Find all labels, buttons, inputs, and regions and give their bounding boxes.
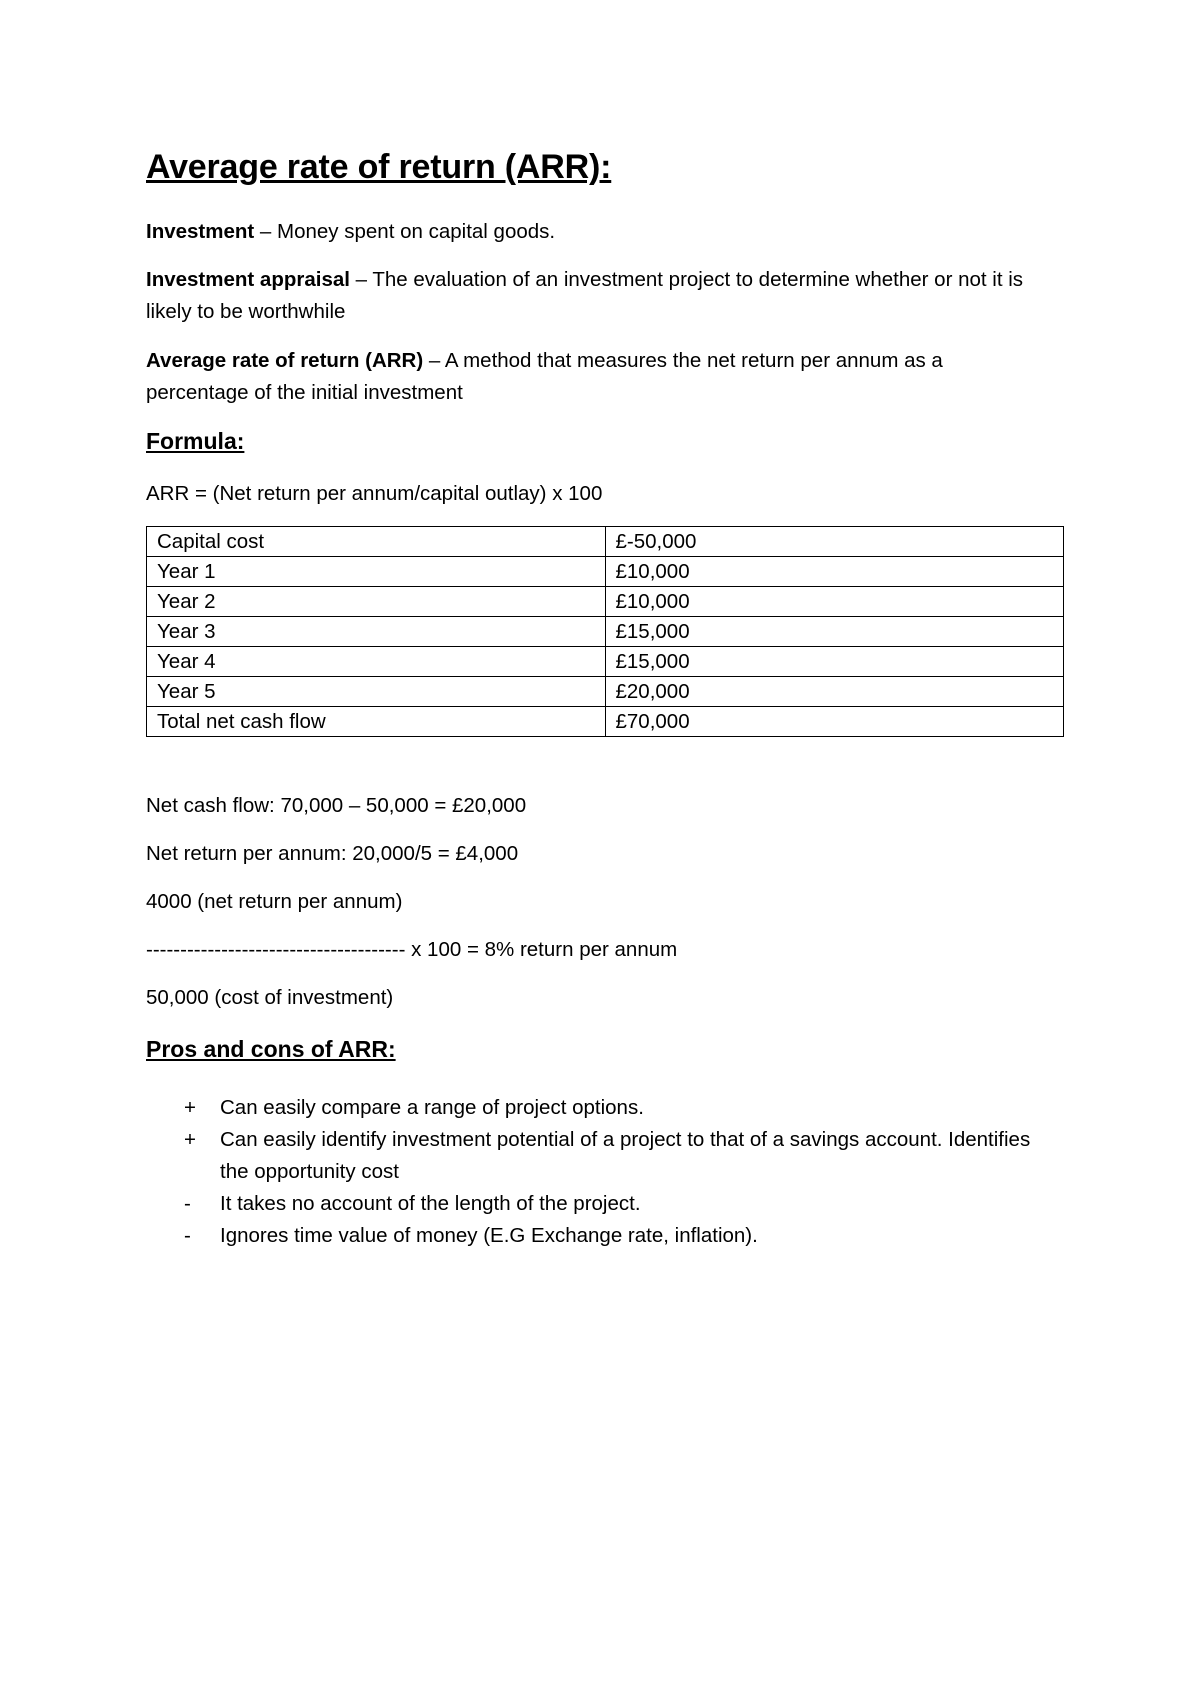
definition-investment-appraisal xyxy=(146,264,1046,328)
list-item xyxy=(146,1220,1046,1252)
table-cell-label: Total net cash flow xyxy=(147,707,606,737)
definition-term: Investment appraisal xyxy=(146,268,350,291)
table-cell-value: £15,000 xyxy=(605,647,1064,677)
table-cell-label: Year 2 xyxy=(147,587,606,617)
definition-investment xyxy=(146,216,1046,248)
list-item-text: Ignores time value of money (E.G Exchange rate, inflation). xyxy=(220,1224,758,1247)
formula-heading: Formula: xyxy=(146,428,245,454)
table-row xyxy=(147,647,1064,677)
table-cell-value: £10,000 xyxy=(605,587,1064,617)
definition-term: Average rate of return (ARR) xyxy=(146,349,424,372)
page-title: Average rate of return (ARR): xyxy=(146,148,612,186)
table-row xyxy=(147,677,1064,707)
table-cell-label: Capital cost xyxy=(147,527,606,557)
definition-term: Investment xyxy=(146,220,255,243)
calc-net-cash-flow: Net cash flow: 70,000 – 50,000 = £20,000 xyxy=(146,794,527,817)
table-row xyxy=(147,707,1064,737)
table-cell-label: Year 1 xyxy=(147,557,606,587)
definition-text: – The evaluation of an investment project to determine whether or not it is likely to be worthwhile xyxy=(146,268,1024,323)
table-cell-value: £-50,000 xyxy=(605,527,1064,557)
table-cell-value: £20,000 xyxy=(605,677,1064,707)
table-cell-value: £10,000 xyxy=(605,557,1064,587)
calc-net-return: Net return per annum: 20,000/5 = £4,000 xyxy=(146,842,519,865)
definition-text: – Money spent on capital goods. xyxy=(254,220,556,243)
list-item xyxy=(146,1188,1046,1220)
table-cell-value: £15,000 xyxy=(605,617,1064,647)
minus-icon: - xyxy=(184,1224,191,1247)
table-row xyxy=(147,557,1064,587)
definition-arr xyxy=(146,345,1046,409)
calc-denominator: 50,000 (cost of investment) xyxy=(146,986,394,1009)
table-cell-value: £70,000 xyxy=(605,707,1064,737)
pros-cons-list xyxy=(146,1092,1046,1252)
list-item-text: Can easily compare a range of project options. xyxy=(220,1096,644,1119)
definition-text: – A method that measures the net return per annum as a percentage of the initial investment xyxy=(146,349,943,404)
list-item xyxy=(146,1124,1046,1188)
calc-numerator: 4000 (net return per annum) xyxy=(146,890,403,913)
table-cell-label: Year 3 xyxy=(147,617,606,647)
table-row xyxy=(147,587,1064,617)
minus-icon: - xyxy=(184,1192,191,1215)
table-row xyxy=(147,527,1064,557)
table-cell-label: Year 4 xyxy=(147,647,606,677)
calc-fraction-line: -------------------------------------- x 100 = 8% return per annum xyxy=(146,938,678,961)
list-item-text: Can easily identify investment potential of a project to that of a savings account. Identifies the opportunity cost xyxy=(220,1128,1031,1183)
list-item xyxy=(146,1092,1046,1124)
list-item-text: It takes no account of the length of the project. xyxy=(220,1192,641,1215)
pros-cons-heading: Pros and cons of ARR: xyxy=(146,1036,396,1062)
plus-icon: + xyxy=(184,1096,196,1119)
table-row xyxy=(147,617,1064,647)
formula-text: ARR = (Net return per annum/capital outlay) x 100 xyxy=(146,482,603,505)
plus-icon: + xyxy=(184,1128,196,1151)
table-cell-label: Year 5 xyxy=(147,677,606,707)
cash-flow-table xyxy=(146,526,1064,737)
